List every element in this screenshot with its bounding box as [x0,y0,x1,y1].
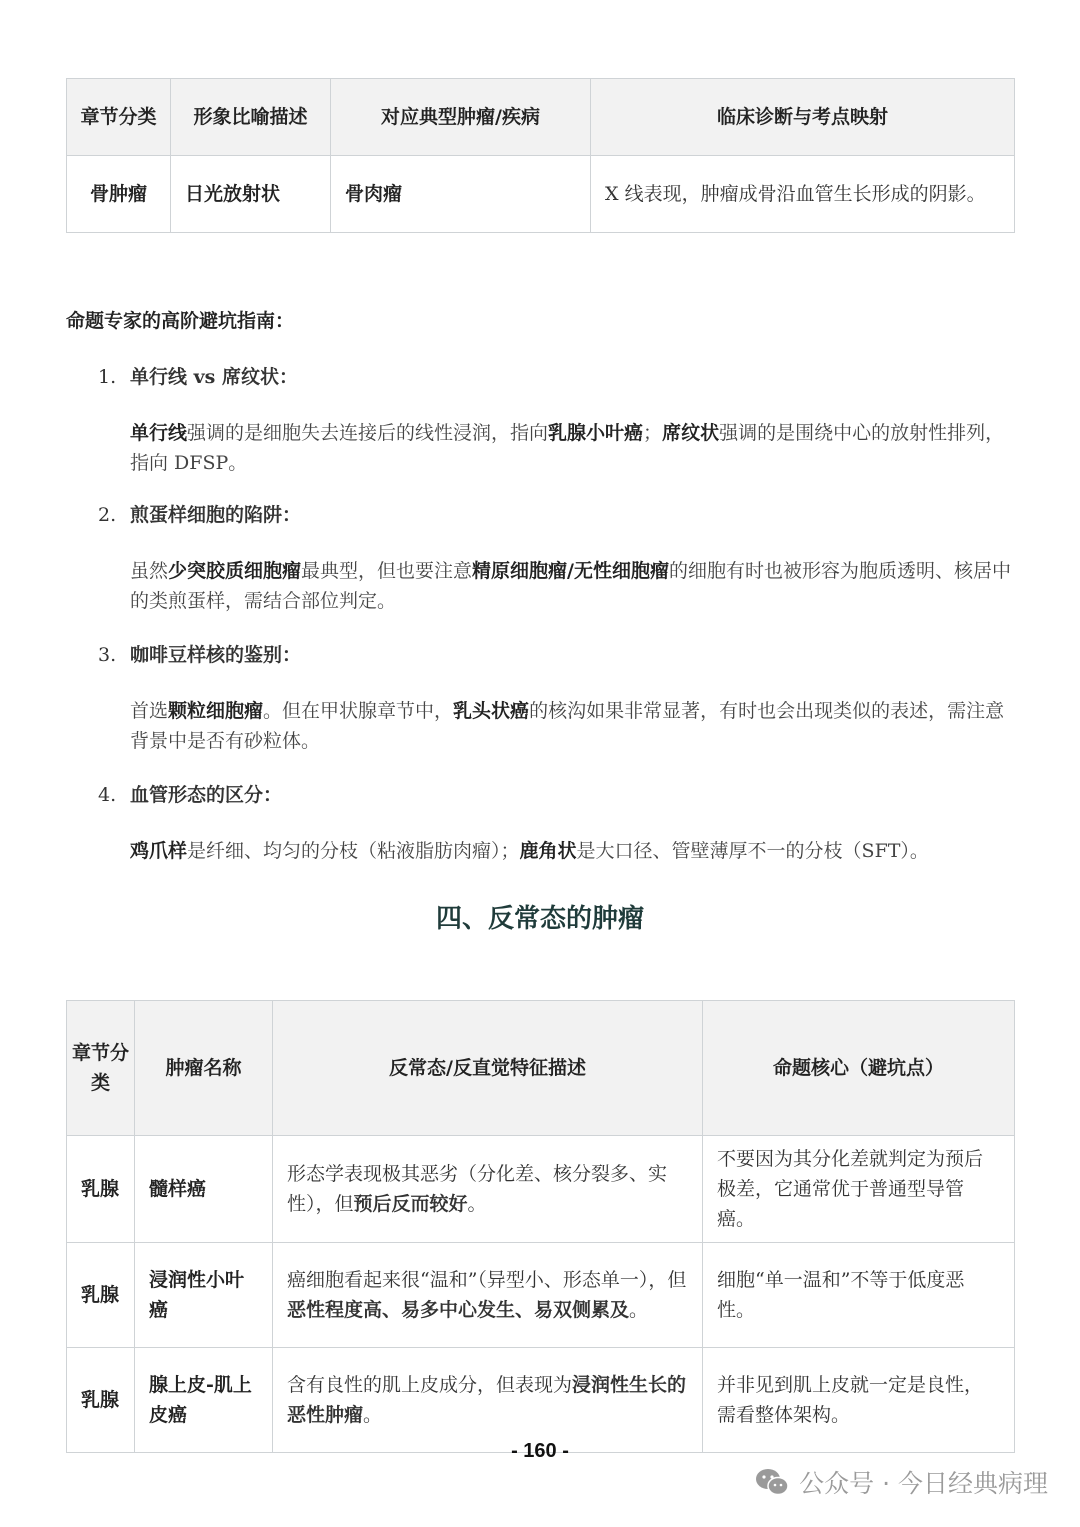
emphasis-text: 浸润性生长的恶性肿瘤 [287,1374,687,1426]
cell-category: 乳腺 [67,1136,135,1243]
cell-exam-core: 不要因为其分化差就判定为预后极差，它通常优于普通型导管癌。 [703,1136,1015,1243]
section-title: 四、反常态的肿瘤 [435,904,644,934]
guide-item [98,640,1013,756]
table-header-row [67,1001,1015,1136]
body-text: 癌细胞看起来很“温和”（异型小、形态单一），但 [287,1269,687,1291]
body-text: 是纤细、均匀的分枝（粘液脂肪肉瘤）； [187,840,520,862]
emphasis-text: 鹿角状 [519,840,577,862]
cell-tumor: 骨肉瘤 [331,156,591,233]
guide-item-body [130,418,1013,478]
body-text: 强调的是细胞失去连接后的线性浸润，指向 [187,422,549,444]
watermark-text: 公众号 · 今日经典病理 [799,1469,1048,1498]
header-category: 章节分类 [67,79,171,156]
item-number: 4. [98,784,117,806]
table-header-row [67,79,1015,156]
cell-category: 乳腺 [67,1243,135,1348]
cell-description [273,1136,703,1243]
cell-metaphor: 日光放射状 [171,156,331,233]
cell-tumor-name: 髓样癌 [135,1136,273,1243]
header-category: 章节分类 [67,1001,135,1136]
cell-description [273,1348,703,1453]
cell-category: 骨肿瘤 [67,156,171,233]
page-number: - 160 - [511,1440,569,1462]
body-text: 是大口径、管壁薄厚不一的分枝（SFT）。 [576,840,929,862]
item-number: 2. [98,504,117,526]
body-text: 强调的是围绕中心的放射性排列，指向 DFSP。 [130,422,1005,474]
emphasis-text: 恶性程度高、易多中心发生、易双侧累及 [287,1299,630,1321]
cell-clinical: X 线表现，肿瘤成骨沿血管生长形成的阴影。 [591,156,1015,233]
body-text: 含有良性的肌上皮成分，但表现为 [287,1374,573,1396]
guide-item [98,780,1013,866]
guide-item [98,362,1013,478]
emphasis-text: 少突胶质细胞瘤 [168,560,302,582]
cell-exam-core: 并非见到肌上皮就一定是良性，需看整体架构。 [703,1348,1015,1453]
emphasis-text: 席纹状 [662,422,720,444]
body-text: 的核沟如果非常显著，有时也会出现类似的表述，需注意背景中是否有砂粒体。 [130,700,1005,752]
watermark [755,1464,1048,1500]
emphasis-text: 精原细胞瘤/无性细胞瘤 [472,560,669,582]
item-heading-text: 血管形态的区分： [130,784,283,806]
guide-item-body [130,696,1013,756]
body-text: 。 [363,1404,383,1426]
item-number: 1. [98,366,117,388]
header-metaphor: 形象比喻描述 [171,79,331,156]
cell-tumor-name: 浸润性小叶癌 [135,1243,273,1348]
guide-item [98,500,1013,616]
emphasis-text: 乳腺小叶癌 [548,422,644,444]
guide-item-heading [98,640,1013,670]
cell-exam-core: 细胞“单一温和”不等于低度恶性。 [703,1243,1015,1348]
table-row [67,1243,1015,1348]
body-text: 。 [467,1193,487,1215]
emphasis-text: 单行线 [130,422,188,444]
body-text: 。但在甲状腺章节中， [263,700,454,722]
header-clinical: 临床诊断与考点映射 [591,79,1015,156]
guide-title: 命题专家的高阶避坑指南： [66,310,295,332]
guide-item-body [130,556,1013,616]
item-heading-text: 煎蛋样细胞的陷阱： [130,504,302,526]
header-exam-core: 命题核心（避坑点） [703,1001,1015,1136]
cell-category: 乳腺 [67,1348,135,1453]
body-text: 虽然 [130,560,169,582]
table-row [67,1348,1015,1453]
item-heading-text: 单行线 vs 席纹状： [130,366,298,388]
wechat-icon [755,1467,789,1497]
emphasis-text: 乳头状癌 [453,700,530,722]
header-tumor-name: 肿瘤名称 [135,1001,273,1136]
guide-item-heading [98,780,1013,810]
table-row [67,1136,1015,1243]
header-paradox-description: 反常态/反直觉特征描述 [273,1001,703,1136]
body-text: 首选 [130,700,169,722]
body-text: 的细胞有时也被形容为胞质透明、核居中的类煎蛋样，需结合部位判定。 [130,560,1012,612]
emphasis-text: 鸡爪样 [130,840,188,862]
body-text: 。 [629,1299,649,1321]
body-text: 形态学表现极其恶劣（分化差、核分裂多、实性），但 [287,1163,668,1215]
emphasis-text: 颗粒细胞瘤 [168,700,264,722]
body-text: ； [643,422,663,444]
cell-tumor-name: 腺上皮-肌上皮癌 [135,1348,273,1453]
paradoxical-tumor-table [66,1000,1015,1453]
cell-description [273,1243,703,1348]
item-number: 3. [98,644,117,666]
guide-item-heading [98,500,1013,530]
table-row [67,156,1015,233]
guide-item-body [130,836,1013,866]
guide-item-heading [98,362,1013,392]
item-heading-text: 咖啡豆样核的鉴别： [130,644,302,666]
tumor-metaphor-table [66,78,1015,233]
emphasis-text: 预后反而较好 [353,1193,468,1215]
header-tumor: 对应典型肿瘤/疾病 [331,79,591,156]
body-text: 最典型，但也要注意 [301,560,473,582]
